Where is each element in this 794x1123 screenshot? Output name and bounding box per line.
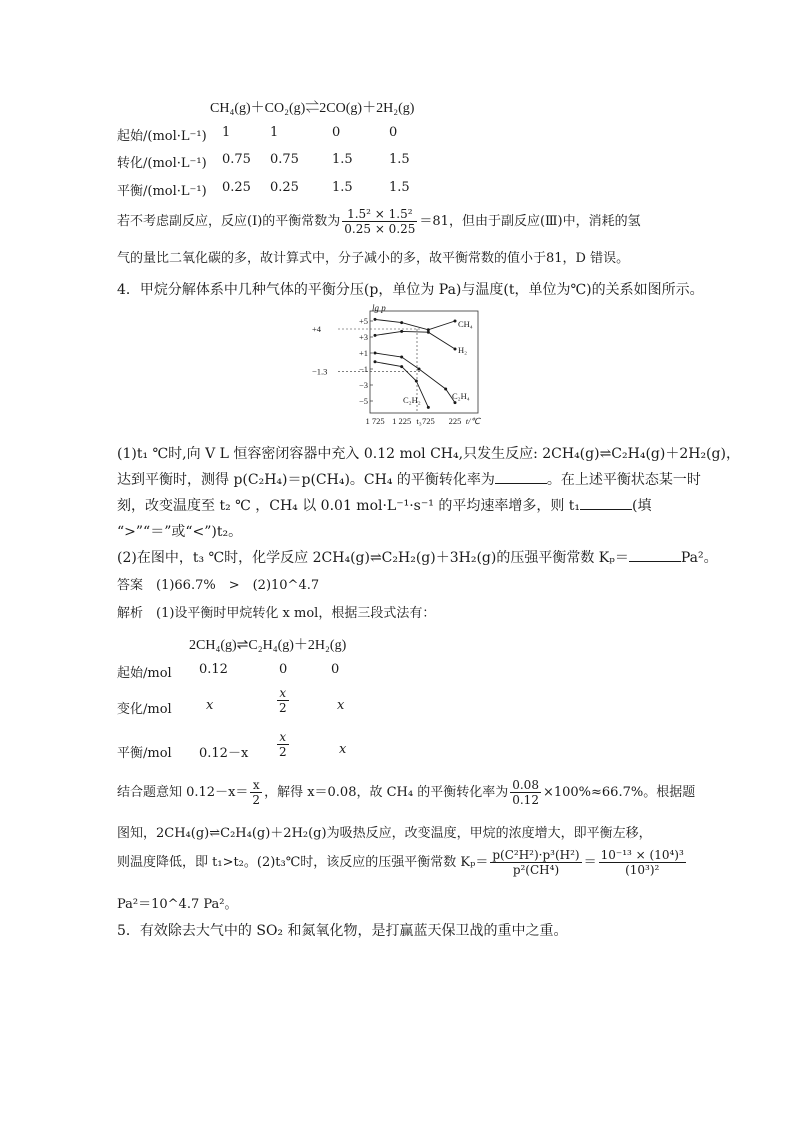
- data-point: [454, 348, 457, 351]
- y-axis-label: lg p: [372, 303, 386, 313]
- analysis-equation: 2CH₄(g)⇌C₂H₄(g)＋2H₂(g): [189, 638, 347, 653]
- series-label: CH₄: [458, 319, 473, 329]
- series-label: C₂H₂: [403, 395, 421, 405]
- answer-blank[interactable]: [629, 547, 681, 562]
- fraction: $\frac{x}{2}$: [279, 730, 287, 759]
- data-point: [427, 406, 430, 409]
- question-4-stem: 4．甲烷分解体系中几种气体的平衡分压(p，单位为 Pa)与温度(t，单位为℃)的关系如图所示。: [117, 282, 704, 298]
- series-label: C₂H₄: [452, 391, 470, 401]
- x-tick-label: t₃: [416, 416, 422, 426]
- data-point: [418, 368, 421, 371]
- x-tick-label: 1 725: [365, 416, 385, 426]
- y-tick-label: +5: [358, 316, 368, 326]
- answer-line: 答案 (1)66.7% > (2)10^4.7: [117, 578, 320, 593]
- partial-pressure-chart: [310, 303, 486, 428]
- data-point: [400, 321, 403, 324]
- analysis-p4: Pa²＝10^4.7 Pa²。: [117, 897, 238, 912]
- series-label: H₂: [458, 345, 468, 355]
- x-tick-label: 225: [448, 416, 462, 426]
- y-mark-label: −1.3: [312, 366, 328, 377]
- data-point: [374, 334, 377, 337]
- note1-line1: 若不考虑副反应，反应(Ⅰ)的平衡常数为 $\frac{\text{1.5² × 1.5²}}{0.25 \times 0.25}$ ＝81，但由于副反应(Ⅲ)中，消耗的氢: [117, 207, 641, 236]
- q4-part1-line1: (1)t₁ ℃时,向 V L 恒容密闭容器中充入 0.12 mol CH₄,只发生反应: 2CH₄(g)⇌C₂H₄(g)＋2H₂(g)，: [117, 446, 740, 462]
- data-point: [427, 331, 430, 334]
- note1-line2: 气的量比二氧化碳的多，故计算式中，分子减小的多，故平衡常数的值小于81，D 错误。: [117, 251, 630, 266]
- data-point: [400, 330, 403, 333]
- q4-part1-line2: 达到平衡时，测得 p(C₂H₄)＝p(CH₄)。CH₄ 的平衡转化率为 。在上述平衡状态某一时: [117, 469, 701, 489]
- fraction: $\frac{\text{10⁻¹³ × (10⁴)³}}{\text{(10³)²}}$: [600, 848, 684, 877]
- analysis-p2: 图知，2CH₄(g)⇌C₂H₄(g)＋2H₂(g)为吸热反应，改变温度，甲烷的浓度增大，即平衡左移，: [117, 826, 652, 841]
- series-line: [375, 319, 455, 329]
- data-point: [374, 360, 377, 363]
- x-axis-label: t/℃: [465, 416, 480, 426]
- data-point: [374, 318, 377, 321]
- x-tick-label: 725: [421, 416, 435, 426]
- analysis-p1: 结合题意知 0.12－x＝ $\frac{x}{2}$ ，解得 x＝0.08，故 CH₄ 的平衡转化率为 $\frac{0.08}{0.12}$ ×100%≈66.7%。根据题: [117, 778, 696, 807]
- data-point: [374, 352, 377, 355]
- y-tick-label: −3: [358, 380, 368, 390]
- fraction: $\frac{x}{2}$: [252, 778, 261, 807]
- data-point: [400, 356, 403, 359]
- chart-svg: [310, 303, 486, 428]
- q4-part2: (2)在图中，t₃ ℃时，化学反应 2CH₄(g)⇌C₂H₂(g)＋3H₂(g)的压强平衡常数 Kₚ＝ Pa²。: [117, 547, 718, 567]
- fraction: $\frac{0.08}{0.12}$: [512, 778, 539, 807]
- y-tick-label: +1: [358, 348, 368, 358]
- data-point: [454, 320, 457, 323]
- fraction: $\frac{\text{p(C²H²)·p³(H²)}}{\text{p²(CH⁴)}}$: [492, 848, 580, 877]
- q4-part1-line4: “>”“＝”或“<”)t₂。: [117, 524, 243, 540]
- data-point: [400, 365, 403, 368]
- analysis-p3: 则温度降低，即 t₁>t₂。(2)t₃℃时，该反应的压强平衡常数 Kₚ＝ $\frac{\text{p(C²H²)·p³(H²)}}{\text{p²(CH⁴)}}$ ＝ $\frac{\text{10⁻¹³ × (10⁴)³}}{\text{(10³)²}}$: [117, 848, 684, 877]
- equation-1: CH₄(g)＋CO₂(g)⇌2CO(g)＋2H₂(g): [210, 101, 415, 116]
- series-line: [375, 331, 455, 349]
- y-mark-label: +4: [312, 324, 322, 334]
- data-point: [415, 380, 418, 383]
- y-tick-label: +3: [358, 332, 368, 342]
- analysis-intro: 解析 (1)设平衡时甲烷转化 x mol，根据三段式法有：: [117, 606, 436, 621]
- data-point: [454, 401, 457, 404]
- fraction: $\frac{x}{2}$: [279, 686, 287, 715]
- answer-blank[interactable]: [495, 469, 547, 484]
- q4-part1-line3: 刻，改变温度至 t₂ ℃ ，CH₄ 以 0.01 mol·L⁻¹·s⁻¹ 的平均速率增多，则 t₁ (填: [117, 495, 651, 515]
- y-tick-label: −5: [358, 396, 368, 406]
- y-tick-label: −1: [358, 364, 368, 374]
- answer-blank[interactable]: [580, 495, 632, 510]
- question-5-stem: 5．有效除去大气中的 SO₂ 和氮氧化物，是打赢蓝天保卫战的重中之重。: [117, 923, 568, 939]
- x-tick-label: 1 225: [392, 416, 412, 426]
- data-point: [444, 388, 447, 391]
- fraction: $\frac{\text{1.5² × 1.5²}}{0.25 \times 0.25}$: [344, 207, 416, 236]
